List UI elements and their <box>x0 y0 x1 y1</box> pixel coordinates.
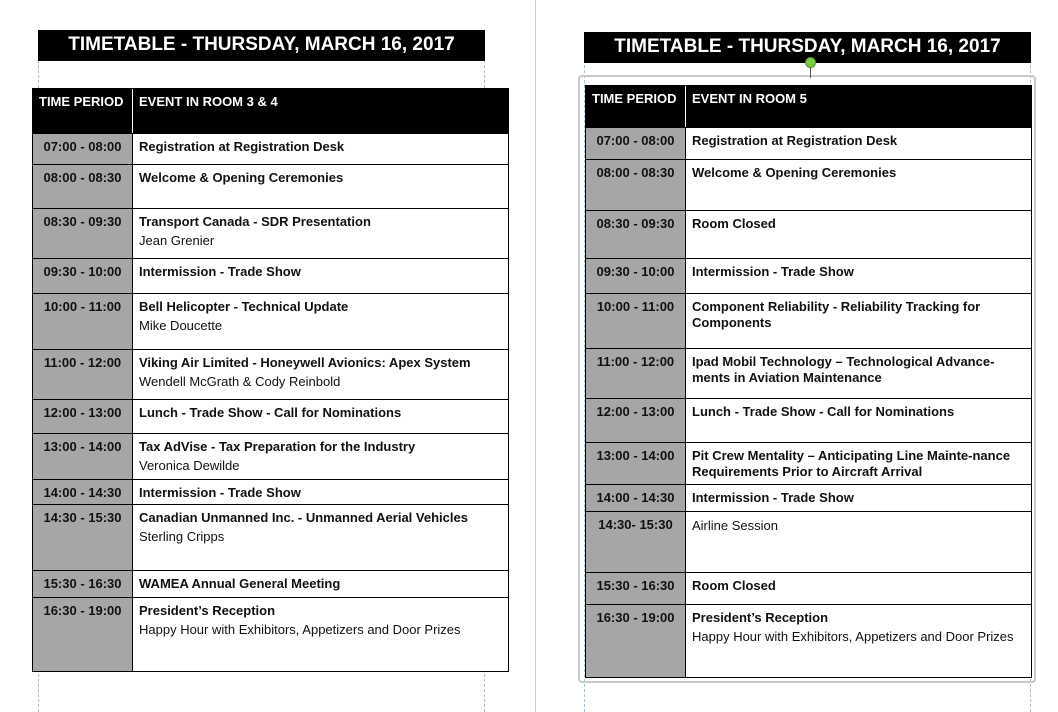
time-cell: 13:00 - 14:00 <box>33 434 133 479</box>
table-row[interactable] <box>586 605 1031 677</box>
rotation-handle[interactable] <box>805 57 816 68</box>
event-cell[interactable] <box>133 434 508 479</box>
event-title: Intermission - Trade Show <box>139 485 301 500</box>
event-cell[interactable] <box>686 605 1031 677</box>
event-title: Intermission - Trade Show <box>692 264 854 279</box>
event-cell[interactable] <box>133 480 508 504</box>
table-row[interactable] <box>33 400 508 434</box>
event-title: Pit Crew Mentality – Anticipating Line Mainte-nance Requirements Prior to Aircraft Arrival <box>692 448 1011 479</box>
event-cell[interactable] <box>686 259 1031 293</box>
event-cell[interactable] <box>133 571 508 597</box>
table-row[interactable] <box>33 134 508 165</box>
event-cell[interactable] <box>686 211 1031 258</box>
event-cell[interactable] <box>133 209 508 258</box>
time-cell: 10:00 - 11:00 <box>586 294 686 348</box>
time-cell: 14:00 - 14:30 <box>586 485 686 511</box>
time-cell: 12:00 - 13:00 <box>586 399 686 442</box>
time-cell: 14:30- 15:30 <box>586 512 686 572</box>
event-cell[interactable] <box>133 400 508 433</box>
event-cell[interactable] <box>686 160 1031 210</box>
page-title-left: TIMETABLE - THURSDAY, MARCH 16, 2017 <box>38 30 485 61</box>
table-row[interactable] <box>586 211 1031 259</box>
event-description: Happy Hour with Exhibitors, Appetizers and Door Prizes <box>692 629 1014 644</box>
table-row[interactable] <box>33 434 508 480</box>
event-title: Bell Helicopter - Technical Update <box>139 299 349 314</box>
timetable-left[interactable] <box>32 88 509 672</box>
time-cell: 09:30 - 10:00 <box>33 259 133 293</box>
event-title: Lunch - Trade Show - Call for Nominations <box>139 405 402 420</box>
event-cell[interactable] <box>686 294 1031 348</box>
time-cell: 12:00 - 13:00 <box>33 400 133 433</box>
table-row[interactable] <box>586 573 1031 605</box>
event-title: Viking Air Limited - Honeywell Avionics: Apex System <box>139 355 471 370</box>
timetable-right[interactable] <box>585 85 1032 678</box>
time-cell: 13:00 - 14:00 <box>586 443 686 484</box>
time-cell: 15:30 - 16:30 <box>33 571 133 597</box>
table-header <box>33 89 508 134</box>
time-cell: 07:00 - 08:00 <box>586 128 686 159</box>
event-speaker: Sterling Cripps <box>139 529 225 544</box>
event-title: President’s Reception <box>139 603 276 618</box>
event-cell[interactable] <box>686 128 1031 159</box>
table-row[interactable] <box>33 505 508 571</box>
event-speaker: Jean Grenier <box>139 233 215 248</box>
event-title: Intermission - Trade Show <box>139 264 301 279</box>
event-title: President’s Reception <box>692 610 829 625</box>
event-cell[interactable] <box>133 294 508 349</box>
event-title: Canadian Unmanned Inc. - Unmanned Aerial Vehicles <box>139 510 468 525</box>
table-row[interactable] <box>33 209 508 259</box>
event-cell[interactable] <box>686 573 1031 604</box>
event-title: Transport Canada - SDR Presentation <box>139 214 371 229</box>
event-description: Happy Hour with Exhibitors, Appetizers and Door Prizes <box>139 622 461 637</box>
event-cell[interactable] <box>133 259 508 293</box>
time-cell: 16:30 - 19:00 <box>586 605 686 677</box>
time-cell: 08:00 - 08:30 <box>33 165 133 208</box>
table-row[interactable] <box>586 512 1031 573</box>
event-speaker: Mike Doucette <box>139 318 223 333</box>
table-row[interactable] <box>586 399 1031 443</box>
table-row[interactable] <box>33 165 508 209</box>
table-row[interactable] <box>586 349 1031 399</box>
time-cell: 11:00 - 12:00 <box>586 349 686 398</box>
event-cell[interactable] <box>133 134 508 164</box>
event-cell[interactable] <box>686 443 1031 484</box>
event-cell[interactable] <box>133 165 508 208</box>
table-header <box>586 86 1031 128</box>
time-cell: 08:30 - 09:30 <box>33 209 133 258</box>
event-cell[interactable] <box>686 512 1031 572</box>
event-title: Lunch - Trade Show - Call for Nominations <box>692 404 955 419</box>
time-cell: 07:00 - 08:00 <box>33 134 133 164</box>
event-title: Registration at Registration Desk <box>139 139 345 154</box>
event-cell[interactable] <box>686 399 1031 442</box>
event-description: Airline Session <box>692 518 778 533</box>
event-title: Room Closed <box>692 578 776 593</box>
table-row[interactable] <box>586 160 1031 211</box>
event-cell[interactable] <box>133 598 508 671</box>
event-speaker: Veronica Dewilde <box>139 458 240 473</box>
time-cell: 10:00 - 11:00 <box>33 294 133 349</box>
time-cell: 15:30 - 16:30 <box>586 573 686 604</box>
table-row[interactable] <box>586 259 1031 294</box>
table-row[interactable] <box>33 294 508 350</box>
table-row[interactable] <box>586 294 1031 349</box>
event-cell[interactable] <box>133 505 508 570</box>
time-cell: 16:30 - 19:00 <box>33 598 133 671</box>
table-row[interactable] <box>586 128 1031 160</box>
event-title: Welcome & Opening Ceremonies <box>139 170 344 185</box>
header-time-period: TIME PERIOD <box>586 86 686 127</box>
event-title: Ipad Mobil Technology – Technological Advance-ments in Aviation Maintenance <box>692 354 995 385</box>
header-time-period: TIME PERIOD <box>33 89 133 133</box>
event-title: Intermission - Trade Show <box>692 490 854 505</box>
time-cell: 14:30 - 15:30 <box>33 505 133 570</box>
time-cell: 09:30 - 10:00 <box>586 259 686 293</box>
event-cell[interactable] <box>133 350 508 399</box>
event-speaker: Wendell McGrath & Cody Reinbold <box>139 374 341 389</box>
event-title: Registration at Registration Desk <box>692 133 898 148</box>
event-title: Welcome & Opening Ceremonies <box>692 165 897 180</box>
event-title: Component Reliability - Reliability Tracking for Components <box>692 299 981 330</box>
page-separator <box>535 0 536 712</box>
table-row[interactable] <box>33 259 508 294</box>
table-row[interactable] <box>33 350 508 400</box>
event-cell[interactable] <box>686 349 1031 398</box>
time-cell: 11:00 - 12:00 <box>33 350 133 399</box>
table-row[interactable] <box>33 571 508 598</box>
header-event: EVENT IN ROOM 5 <box>692 91 807 106</box>
event-title: WAMEA Annual General Meeting <box>139 576 341 591</box>
time-cell: 08:00 - 08:30 <box>586 160 686 210</box>
table-row[interactable] <box>586 443 1031 485</box>
table-row[interactable] <box>33 480 508 505</box>
header-event: EVENT IN ROOM 3 & 4 <box>139 94 278 109</box>
event-title: Tax AdVise - Tax Preparation for the Industry <box>139 439 416 454</box>
page-title-right: TIMETABLE - THURSDAY, MARCH 16, 2017 <box>584 32 1031 63</box>
event-cell[interactable] <box>686 485 1031 511</box>
time-cell: 08:30 - 09:30 <box>586 211 686 258</box>
time-cell: 14:00 - 14:30 <box>33 480 133 504</box>
table-row[interactable] <box>586 485 1031 512</box>
table-row[interactable] <box>33 598 508 671</box>
event-title: Room Closed <box>692 216 776 231</box>
